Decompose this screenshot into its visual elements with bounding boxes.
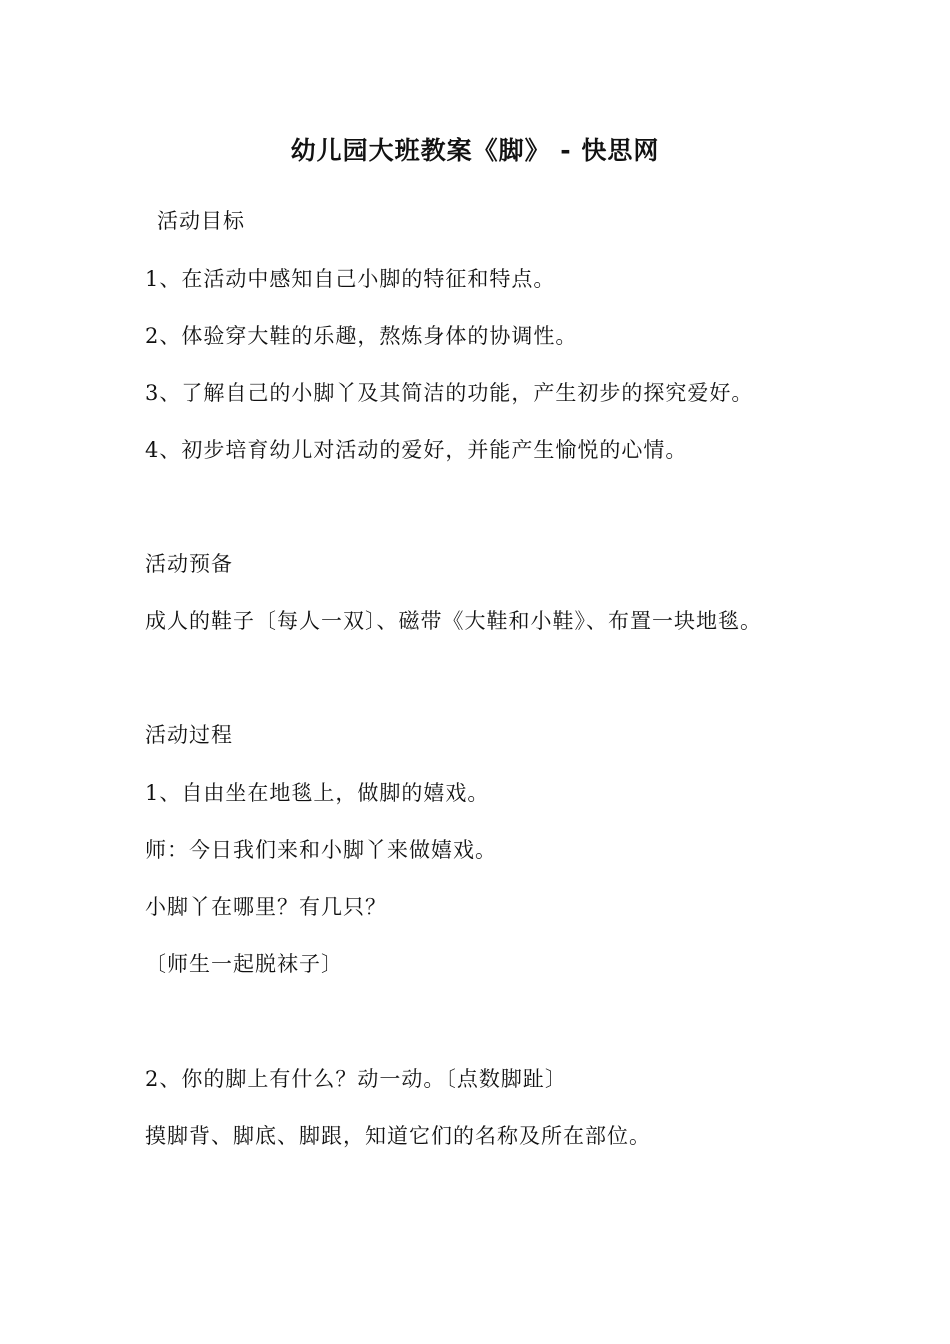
process-line-5: 2、你的脚上有什么？动一动。〔点数脚趾〕 <box>145 1067 567 1091</box>
process-line-3: 小脚丫在哪里？有几只？ <box>145 895 387 919</box>
preparation-line-1: 成人的鞋子〔每人一双〕、磁带《大鞋和小鞋》、布置一块地毯。 <box>145 609 762 633</box>
section-heading-preparation: 活动预备 <box>145 552 233 576</box>
goal-line-3: 3、了解自己的小脚丫及其简洁的功能，产生初步的探究爱好。 <box>145 381 754 405</box>
section-heading-process: 活动过程 <box>145 723 233 747</box>
section-heading-goals: 活动目标 <box>157 209 245 233</box>
process-line-4: 〔师生一起脱袜子〕 <box>145 952 343 976</box>
goal-line-2: 2、体验穿大鞋的乐趣，熬炼身体的协调性。 <box>145 324 578 348</box>
goal-line-1: 1、在活动中感知自己小脚的特征和特点。 <box>145 267 556 291</box>
document-title: 幼儿园大班教案《脚》 - 快思网 <box>290 136 660 165</box>
process-line-1: 1、自由坐在地毯上，做脚的嬉戏。 <box>145 781 490 805</box>
goal-line-4: 4、初步培育幼儿对活动的爱好，并能产生愉悦的心情。 <box>145 438 688 462</box>
process-line-2: 师：今日我们来和小脚丫来做嬉戏。 <box>145 838 497 862</box>
process-line-6: 摸脚背、脚底、脚跟，知道它们的名称及所在部位。 <box>145 1124 651 1148</box>
